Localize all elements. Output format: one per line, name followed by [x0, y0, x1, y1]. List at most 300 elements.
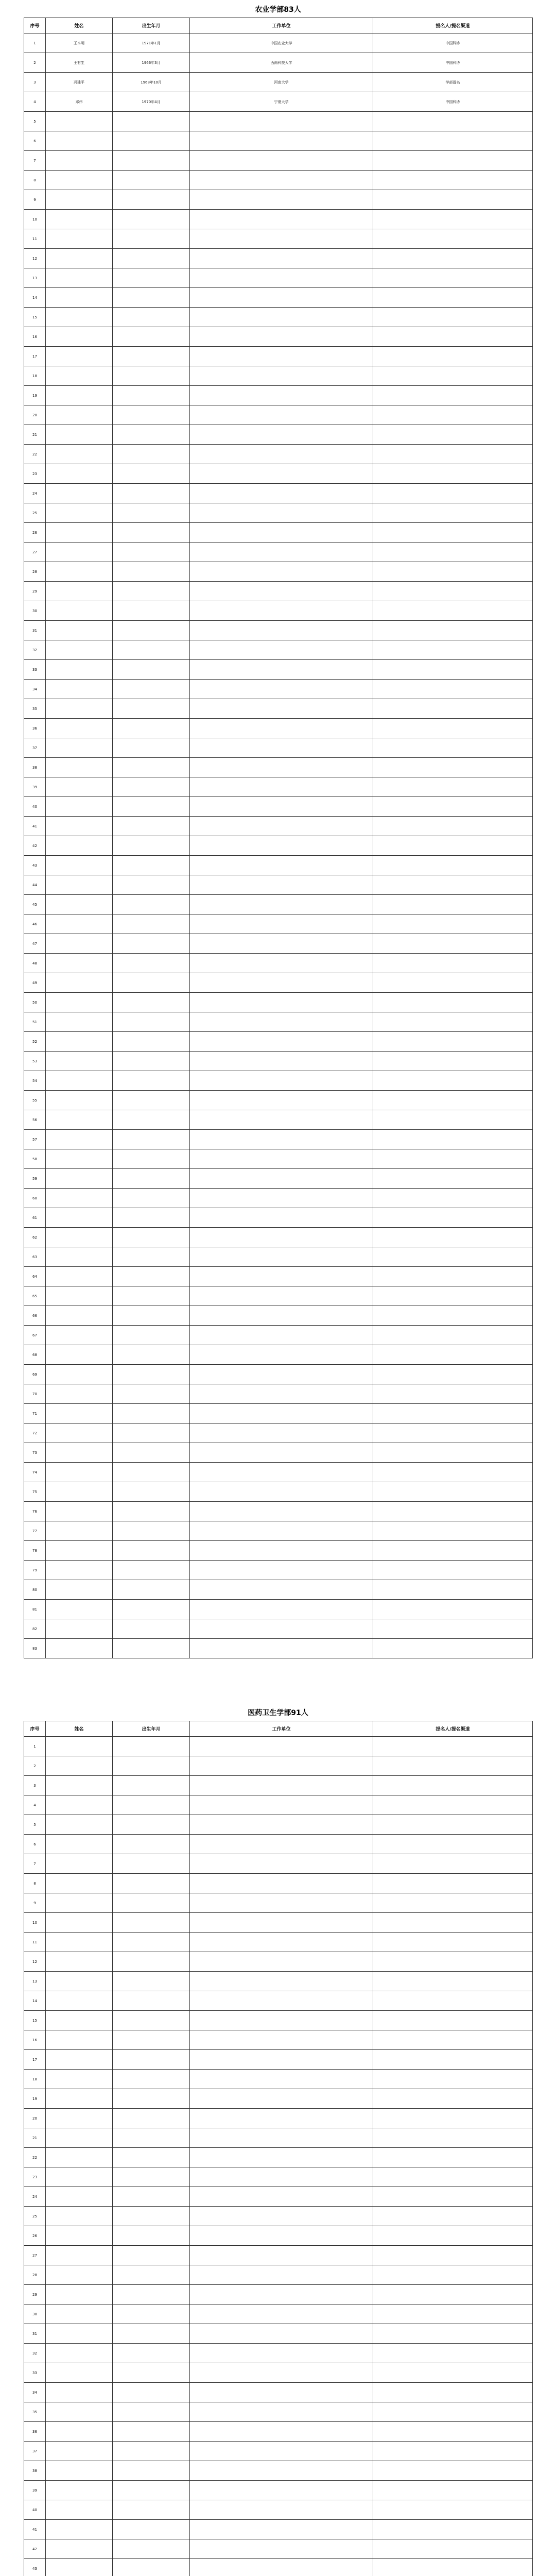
cell-nominator	[373, 503, 533, 523]
cell-employer	[190, 856, 373, 875]
cell-employer	[190, 1423, 373, 1443]
cell-birth	[113, 2109, 190, 2128]
cell-name	[46, 1345, 113, 1365]
cell-employer	[190, 875, 373, 895]
cell-nominator	[373, 1952, 533, 1972]
cell-employer	[190, 1541, 373, 1561]
table-row	[24, 268, 533, 288]
table-row	[24, 2383, 533, 2402]
cell-nominator	[373, 210, 533, 229]
cell-employer	[190, 1443, 373, 1463]
cell-birth	[113, 1326, 190, 1345]
cell-employer	[190, 2481, 373, 2500]
cell-employer	[190, 190, 373, 210]
cell-birth	[113, 973, 190, 993]
table-row	[24, 2050, 533, 2070]
cell-index: 11	[24, 229, 46, 249]
cell-name	[46, 1482, 113, 1502]
table-row	[24, 1091, 533, 1110]
cell-name	[46, 1619, 113, 1639]
cell-name	[46, 1737, 113, 1756]
cell-name	[46, 1052, 113, 1071]
cell-index: 24	[24, 2187, 46, 2207]
table-row	[24, 249, 533, 268]
table-row	[24, 2559, 533, 2576]
table-row	[24, 2246, 533, 2265]
cell-name	[46, 1267, 113, 1286]
cell-index: 15	[24, 308, 46, 327]
cell-employer	[190, 131, 373, 151]
cell-employer	[190, 1404, 373, 1423]
cell-employer	[190, 1991, 373, 2011]
cell-employer	[190, 2402, 373, 2422]
table-row	[24, 1776, 533, 1795]
cell-index: 40	[24, 2500, 46, 2520]
cell-birth	[113, 1189, 190, 1208]
cell-name	[46, 1130, 113, 1149]
cell-nominator	[373, 2030, 533, 2050]
cell-employer	[190, 2050, 373, 2070]
cell-name	[46, 1952, 113, 1972]
cell-birth	[113, 2461, 190, 2481]
cell-employer	[190, 1893, 373, 1913]
cell-index: 11	[24, 1933, 46, 1952]
cell-birth	[113, 954, 190, 973]
cell-index: 19	[24, 2089, 46, 2109]
cell-index: 42	[24, 836, 46, 856]
cell-nominator	[373, 2226, 533, 2246]
cell-employer	[190, 1854, 373, 1874]
table-row	[24, 640, 533, 660]
cell-name	[46, 2050, 113, 2070]
cell-name	[46, 777, 113, 797]
table-row	[24, 699, 533, 719]
cell-employer	[190, 2285, 373, 2304]
cell-name	[46, 1071, 113, 1091]
cell-birth	[113, 523, 190, 543]
cell-index: 69	[24, 1365, 46, 1384]
cell-nominator	[373, 1619, 533, 1639]
cell-nominator	[373, 758, 533, 777]
cell-birth	[113, 327, 190, 347]
table-row	[24, 151, 533, 171]
table-row	[24, 914, 533, 934]
cell-employer	[190, 2344, 373, 2363]
table-row	[24, 2128, 533, 2148]
table-row	[24, 1482, 533, 1502]
cell-birth: 1970年4月	[113, 92, 190, 112]
cell-birth	[113, 366, 190, 386]
cell-employer	[190, 523, 373, 543]
cell-name	[46, 1835, 113, 1854]
table-row	[24, 1502, 533, 1521]
cell-name	[46, 2070, 113, 2089]
cell-name	[46, 640, 113, 660]
cell-employer	[190, 229, 373, 249]
cell-nominator	[373, 993, 533, 1012]
cell-index: 21	[24, 2128, 46, 2148]
cell-nominator	[373, 347, 533, 366]
roster-table	[24, 18, 533, 1658]
cell-employer	[190, 2148, 373, 2167]
cell-birth: 1971年1月	[113, 33, 190, 53]
cell-birth	[113, 660, 190, 680]
cell-name	[46, 2089, 113, 2109]
cell-employer	[190, 562, 373, 582]
table-row	[24, 347, 533, 366]
cell-employer	[190, 2442, 373, 2461]
table-row	[24, 582, 533, 601]
cell-index: 12	[24, 1952, 46, 1972]
cell-birth	[113, 1130, 190, 1149]
cell-birth	[113, 758, 190, 777]
cell-birth	[113, 1933, 190, 1952]
cell-employer: 中国农业大学	[190, 33, 373, 53]
cell-index: 68	[24, 1345, 46, 1365]
cell-name	[46, 1521, 113, 1541]
cell-nominator	[373, 1091, 533, 1110]
cell-birth	[113, 1600, 190, 1619]
cell-birth	[113, 1149, 190, 1169]
table-row	[24, 2207, 533, 2226]
cell-nominator	[373, 1032, 533, 1052]
cell-birth	[113, 2324, 190, 2344]
cell-name	[46, 2481, 113, 2500]
table-row	[24, 621, 533, 640]
cell-birth	[113, 1835, 190, 1854]
table-row	[24, 1815, 533, 1835]
cell-birth	[113, 1639, 190, 1658]
cell-employer	[190, 1052, 373, 1071]
cell-index: 39	[24, 2481, 46, 2500]
table-row	[24, 1228, 533, 1247]
cell-employer	[190, 1795, 373, 1815]
cell-nominator	[373, 1580, 533, 1600]
cell-nominator	[373, 131, 533, 151]
cell-nominator	[373, 366, 533, 386]
cell-nominator	[373, 2050, 533, 2070]
cell-name	[46, 758, 113, 777]
cell-birth	[113, 2148, 190, 2167]
cell-index: 37	[24, 738, 46, 758]
cell-name	[46, 112, 113, 131]
cell-employer	[190, 2383, 373, 2402]
cell-index: 34	[24, 680, 46, 699]
cell-nominator	[373, 1463, 533, 1482]
cell-index: 16	[24, 2030, 46, 2050]
cell-name	[46, 464, 113, 484]
table-row	[24, 1756, 533, 1776]
cell-index: 14	[24, 288, 46, 308]
cell-index: 9	[24, 190, 46, 210]
table-row	[24, 523, 533, 543]
cell-index: 23	[24, 464, 46, 484]
cell-employer	[190, 1815, 373, 1835]
cell-name	[46, 719, 113, 738]
cell-birth	[113, 1502, 190, 1521]
cell-birth	[113, 2481, 190, 2500]
table-row	[24, 1012, 533, 1032]
table-row	[24, 2461, 533, 2481]
cell-nominator	[373, 562, 533, 582]
cell-birth	[113, 2383, 190, 2402]
cell-index: 32	[24, 640, 46, 660]
cell-index: 73	[24, 1443, 46, 1463]
table-row	[24, 856, 533, 875]
cell-index: 67	[24, 1326, 46, 1345]
cell-birth	[113, 1874, 190, 1893]
cell-nominator	[373, 2207, 533, 2226]
table-row	[24, 73, 533, 92]
cell-birth	[113, 914, 190, 934]
cell-nominator	[373, 699, 533, 719]
cell-employer	[190, 405, 373, 425]
cell-name	[46, 1600, 113, 1619]
cell-nominator	[373, 2128, 533, 2148]
cell-birth	[113, 445, 190, 464]
cell-name	[46, 621, 113, 640]
cell-employer	[190, 210, 373, 229]
cell-employer	[190, 2422, 373, 2442]
cell-birth	[113, 1815, 190, 1835]
cell-employer	[190, 1012, 373, 1032]
table-row	[24, 503, 533, 523]
table-row	[24, 1972, 533, 1991]
cell-nominator	[373, 2324, 533, 2344]
table-row	[24, 366, 533, 386]
table-row	[24, 836, 533, 856]
cell-index: 36	[24, 2422, 46, 2442]
cell-employer	[190, 1737, 373, 1756]
cell-employer	[190, 1972, 373, 1991]
cell-index: 17	[24, 347, 46, 366]
cell-name	[46, 1854, 113, 1874]
cell-nominator	[373, 1267, 533, 1286]
cell-name	[46, 1874, 113, 1893]
cell-birth	[113, 797, 190, 817]
table-row	[24, 308, 533, 327]
cell-employer: 宁夏大学	[190, 92, 373, 112]
cell-employer	[190, 1286, 373, 1306]
cell-index: 21	[24, 425, 46, 445]
cell-index: 81	[24, 1600, 46, 1619]
table-row	[24, 1463, 533, 1482]
table-row	[24, 1933, 533, 1952]
cell-nominator	[373, 1756, 533, 1776]
cell-birth	[113, 503, 190, 523]
cell-nominator	[373, 1854, 533, 1874]
cell-name	[46, 601, 113, 621]
cell-index: 42	[24, 2539, 46, 2559]
cell-nominator	[373, 2148, 533, 2167]
cell-index: 66	[24, 1306, 46, 1326]
cell-employer	[190, 2070, 373, 2089]
cell-employer	[190, 2207, 373, 2226]
table-row	[24, 2481, 533, 2500]
cell-index: 61	[24, 1208, 46, 1228]
cell-birth	[113, 2070, 190, 2089]
cell-name	[46, 425, 113, 445]
table-row	[24, 288, 533, 308]
header-nominator: 提名人/提名渠道	[373, 18, 533, 33]
cell-nominator	[373, 973, 533, 993]
table-row	[24, 1267, 533, 1286]
table-row	[24, 2520, 533, 2539]
cell-employer: 河南大学	[190, 73, 373, 92]
cell-nominator	[373, 1149, 533, 1169]
cell-name	[46, 190, 113, 210]
cell-index: 74	[24, 1463, 46, 1482]
table-row	[24, 1541, 533, 1561]
cell-birth	[113, 1365, 190, 1384]
cell-index: 5	[24, 1815, 46, 1835]
cell-birth	[113, 1071, 190, 1091]
cell-birth	[113, 2422, 190, 2442]
cell-birth	[113, 210, 190, 229]
cell-birth	[113, 347, 190, 366]
cell-birth	[113, 2285, 190, 2304]
table-row	[24, 1306, 533, 1326]
cell-name	[46, 131, 113, 151]
cell-name	[46, 151, 113, 171]
header-birth: 出生年月	[113, 1721, 190, 1737]
cell-nominator	[373, 308, 533, 327]
cell-nominator	[373, 1189, 533, 1208]
cell-name	[46, 973, 113, 993]
cell-nominator	[373, 2285, 533, 2304]
cell-birth	[113, 582, 190, 601]
cell-name	[46, 2148, 113, 2167]
cell-birth	[113, 621, 190, 640]
cell-birth	[113, 2559, 190, 2576]
cell-index: 9	[24, 1893, 46, 1913]
table-row	[24, 2148, 533, 2167]
cell-nominator	[373, 386, 533, 405]
cell-nominator	[373, 249, 533, 268]
cell-employer	[190, 2226, 373, 2246]
table-row	[24, 875, 533, 895]
cell-birth	[113, 2089, 190, 2109]
roster-table	[24, 1721, 533, 2576]
cell-nominator	[373, 1737, 533, 1756]
section-title: 农业学部83人	[255, 6, 301, 14]
cell-employer	[190, 993, 373, 1012]
cell-name	[46, 680, 113, 699]
cell-index: 20	[24, 405, 46, 425]
cell-index: 39	[24, 777, 46, 797]
cell-name	[46, 875, 113, 895]
cell-birth	[113, 543, 190, 562]
cell-index: 46	[24, 914, 46, 934]
cell-nominator	[373, 268, 533, 288]
cell-nominator	[373, 1130, 533, 1149]
cell-birth	[113, 484, 190, 503]
cell-index: 47	[24, 934, 46, 954]
cell-name	[46, 2167, 113, 2187]
cell-birth	[113, 1032, 190, 1052]
cell-name	[46, 445, 113, 464]
cell-name	[46, 543, 113, 562]
cell-index: 8	[24, 171, 46, 190]
cell-birth	[113, 1012, 190, 1032]
cell-index: 29	[24, 2285, 46, 2304]
cell-employer	[190, 425, 373, 445]
cell-name	[46, 1580, 113, 1600]
table-row	[24, 2226, 533, 2246]
table-row	[24, 1384, 533, 1404]
header-employer: 工作单位	[190, 1721, 373, 1737]
cell-birth	[113, 1972, 190, 1991]
table-row	[24, 405, 533, 425]
cell-name	[46, 1286, 113, 1306]
cell-birth	[113, 2402, 190, 2422]
cell-nominator	[373, 1893, 533, 1913]
cell-nominator	[373, 1345, 533, 1365]
cell-index: 51	[24, 1012, 46, 1032]
cell-birth	[113, 112, 190, 131]
cell-birth	[113, 1110, 190, 1130]
cell-birth	[113, 680, 190, 699]
cell-nominator	[373, 1972, 533, 1991]
cell-nominator	[373, 405, 533, 425]
cell-nominator	[373, 1423, 533, 1443]
cell-name	[46, 2226, 113, 2246]
table-row	[24, 660, 533, 680]
table-row	[24, 973, 533, 993]
table-row	[24, 543, 533, 562]
table-row	[24, 1952, 533, 1972]
cell-employer	[190, 1110, 373, 1130]
cell-birth	[113, 1952, 190, 1972]
cell-name	[46, 1893, 113, 1913]
cell-index: 25	[24, 2207, 46, 2226]
cell-index: 53	[24, 1052, 46, 1071]
cell-index: 48	[24, 954, 46, 973]
cell-birth	[113, 1893, 190, 1913]
cell-nominator: 中国科协	[373, 33, 533, 53]
cell-employer	[190, 2128, 373, 2148]
cell-name	[46, 1110, 113, 1130]
cell-birth	[113, 1756, 190, 1776]
header-employer: 工作单位	[190, 18, 373, 33]
table-row	[24, 777, 533, 797]
cell-index: 43	[24, 2559, 46, 2576]
cell-name	[46, 210, 113, 229]
cell-employer	[190, 1756, 373, 1776]
cell-nominator	[373, 1443, 533, 1463]
table-row	[24, 758, 533, 777]
cell-name	[46, 1756, 113, 1776]
cell-index: 18	[24, 366, 46, 386]
cell-birth	[113, 1208, 190, 1228]
cell-employer	[190, 1169, 373, 1189]
cell-employer: 西南科技大学	[190, 53, 373, 73]
cell-index: 16	[24, 327, 46, 347]
cell-nominator	[373, 680, 533, 699]
table-row	[24, 2011, 533, 2030]
cell-name	[46, 2422, 113, 2442]
cell-nominator	[373, 856, 533, 875]
cell-employer	[190, 268, 373, 288]
cell-index: 24	[24, 484, 46, 503]
cell-employer	[190, 621, 373, 640]
cell-birth	[113, 386, 190, 405]
cell-birth	[113, 2187, 190, 2207]
table-row	[24, 2344, 533, 2363]
cell-birth	[113, 1482, 190, 1502]
cell-birth	[113, 2207, 190, 2226]
cell-nominator	[373, 1913, 533, 1933]
